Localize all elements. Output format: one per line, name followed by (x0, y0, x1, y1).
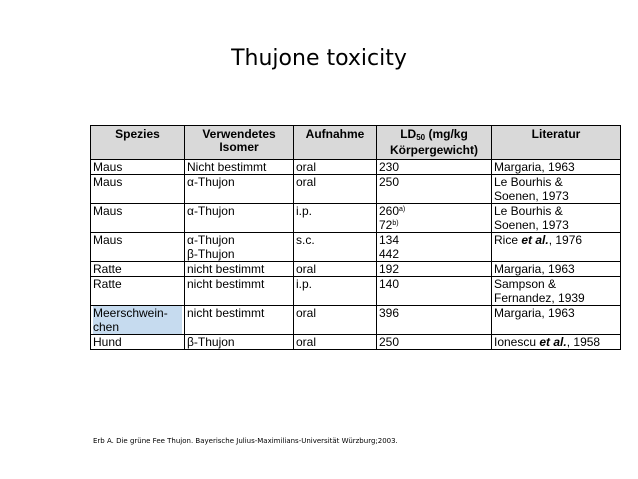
ld50-line (379, 277, 489, 291)
species-text: Maus (93, 160, 123, 174)
isomer-text: α-Thujon (187, 233, 235, 247)
cell-literature (492, 335, 621, 350)
slide-title: Thujone toxicity (231, 46, 407, 71)
header-literature (492, 126, 621, 160)
literature-text: Rice (494, 233, 522, 247)
cell-species (91, 160, 185, 175)
cell-literature (492, 277, 621, 306)
literature-text: Margaria, 1963 (494, 306, 575, 320)
species-text: Ratte (93, 277, 122, 291)
literature-year: , 1958 (566, 335, 601, 349)
ld50-line (379, 204, 489, 218)
uptake-text: oral (296, 175, 317, 189)
cell-literature (492, 233, 621, 262)
ld50-line (379, 175, 489, 189)
header-isomer (185, 126, 294, 160)
uptake-text: oral (296, 306, 317, 320)
toxicity-table-container (90, 125, 620, 350)
ld50-value: 230 (379, 160, 400, 174)
table-row (91, 175, 621, 204)
uptake-text: i.p. (296, 277, 313, 291)
cell-species (91, 204, 185, 233)
uptake-text: oral (296, 335, 317, 349)
header-isomer-line2: Isomer (219, 140, 259, 154)
ld50-value: 396 (379, 306, 400, 320)
cell-uptake (294, 262, 377, 277)
literature-line (494, 175, 618, 189)
cell-isomer (185, 335, 294, 350)
literature-line (494, 291, 618, 305)
literature-line (494, 204, 618, 218)
header-ld-suffix: (mg/kg (425, 127, 468, 141)
cell-isomer (185, 175, 294, 204)
cell-ld50 (377, 277, 492, 306)
uptake-text: oral (296, 160, 317, 174)
literature-line (494, 277, 618, 291)
uptake-text: s.c. (296, 233, 315, 247)
ld50-line (379, 335, 489, 349)
source-citation: Erb A. Die grüne Fee Thujon. Bayerische Julius-Maximilians-Universität Würzburg;2003. (93, 437, 398, 445)
header-ld50-line2: Körpergewicht) (389, 143, 478, 157)
cell-uptake (294, 277, 377, 306)
ld50-value: 72 (379, 218, 393, 232)
table-row (91, 262, 621, 277)
cell-isomer (185, 204, 294, 233)
table-body (91, 160, 621, 350)
header-ld50-line1 (400, 127, 468, 141)
table-row (91, 204, 621, 233)
cell-species (91, 262, 185, 277)
header-uptake-label: Aufnahme (305, 127, 365, 141)
literature-line (494, 160, 618, 174)
cell-ld50 (377, 306, 492, 335)
header-literature-label: Literatur (531, 127, 581, 141)
header-isomer-line1: Verwendetes (202, 127, 276, 141)
ld50-line (379, 160, 489, 174)
literature-line (494, 189, 618, 203)
table-row (91, 306, 621, 335)
species-text: Maus (93, 175, 123, 189)
isomer-text: α-Thujon (187, 175, 235, 189)
ld50-footnote-mark: b) (392, 220, 399, 227)
cell-uptake (294, 335, 377, 350)
header-ld-prefix: LD (400, 127, 417, 141)
header-ld50 (377, 126, 492, 160)
literature-text: Soenen, 1973 (494, 189, 569, 203)
cell-isomer (185, 233, 294, 262)
cell-literature (492, 262, 621, 277)
species-text: Maus (93, 233, 123, 247)
header-uptake (294, 126, 377, 160)
ld50-line (379, 262, 489, 276)
ld50-value: 140 (379, 277, 400, 291)
species-text: Hund (93, 335, 122, 349)
species-text: Maus (93, 204, 123, 218)
literature-line (494, 233, 618, 247)
literature-text: Margaria, 1963 (494, 160, 575, 174)
cell-isomer (185, 262, 294, 277)
cell-species (91, 306, 185, 335)
cell-uptake (294, 204, 377, 233)
cell-ld50 (377, 204, 492, 233)
table-row (91, 277, 621, 306)
literature-year: , 1976 (548, 233, 583, 247)
ld50-footnote-mark: a) (399, 206, 406, 213)
literature-text: Soenen, 1973 (494, 218, 569, 232)
cell-ld50 (377, 262, 492, 277)
cell-uptake (294, 306, 377, 335)
toxicity-table (90, 125, 621, 350)
cell-ld50 (377, 175, 492, 204)
cell-species (91, 277, 185, 306)
ld50-value: 192 (379, 262, 400, 276)
isomer-text: Nicht bestimmt (187, 160, 267, 174)
species-text: Meerschwein- (93, 306, 182, 320)
cell-literature (492, 175, 621, 204)
cell-uptake (294, 160, 377, 175)
table-header-row (91, 126, 621, 160)
cell-ld50 (377, 160, 492, 175)
literature-text: Le Bourhis & (494, 175, 563, 189)
literature-text: Ionescu (494, 335, 540, 349)
literature-etal: et al. (521, 233, 549, 247)
isomer-text: nicht bestimmt (187, 262, 265, 276)
literature-etal: et al. (539, 335, 567, 349)
literature-text: Le Bourhis & (494, 204, 563, 218)
table-row (91, 335, 621, 350)
literature-text: Sampson & (494, 277, 557, 291)
isomer-text: nicht bestimmt (187, 277, 265, 291)
cell-isomer (185, 306, 294, 335)
species-text: Ratte (93, 262, 122, 276)
literature-text: Margaria, 1963 (494, 262, 575, 276)
cell-ld50 (377, 233, 492, 262)
isomer-text: nicht bestimmt (187, 306, 265, 320)
ld50-line (379, 218, 489, 232)
ld50-line (379, 306, 489, 320)
header-ld-subscript: 50 (416, 133, 426, 142)
isomer-text: β-Thujon (187, 247, 235, 261)
ld50-value: 442 (379, 247, 400, 261)
cell-isomer (185, 277, 294, 306)
ld50-line (379, 247, 489, 261)
cell-ld50 (377, 335, 492, 350)
literature-line (494, 262, 618, 276)
cell-species (91, 233, 185, 262)
ld50-value: 250 (379, 335, 400, 349)
cell-literature (492, 306, 621, 335)
ld50-value: 260 (379, 204, 400, 218)
ld50-line (379, 233, 489, 247)
header-species (91, 126, 185, 160)
cell-species (91, 175, 185, 204)
uptake-text: oral (296, 262, 317, 276)
uptake-text: i.p. (296, 204, 313, 218)
ld50-value: 134 (379, 233, 400, 247)
literature-text: Fernandez, 1939 (494, 291, 585, 305)
isomer-text: β-Thujon (187, 335, 235, 349)
literature-line (494, 306, 618, 320)
cell-isomer (185, 160, 294, 175)
cell-literature (492, 204, 621, 233)
species-text: chen (93, 320, 182, 334)
cell-literature (492, 160, 621, 175)
literature-line (494, 335, 618, 349)
cell-uptake (294, 175, 377, 204)
header-species-label: Spezies (115, 127, 160, 141)
table-row (91, 160, 621, 175)
ld50-value: 250 (379, 175, 400, 189)
table-row (91, 233, 621, 262)
cell-species (91, 335, 185, 350)
literature-line (494, 218, 618, 232)
cell-uptake (294, 233, 377, 262)
isomer-text: α-Thujon (187, 204, 235, 218)
